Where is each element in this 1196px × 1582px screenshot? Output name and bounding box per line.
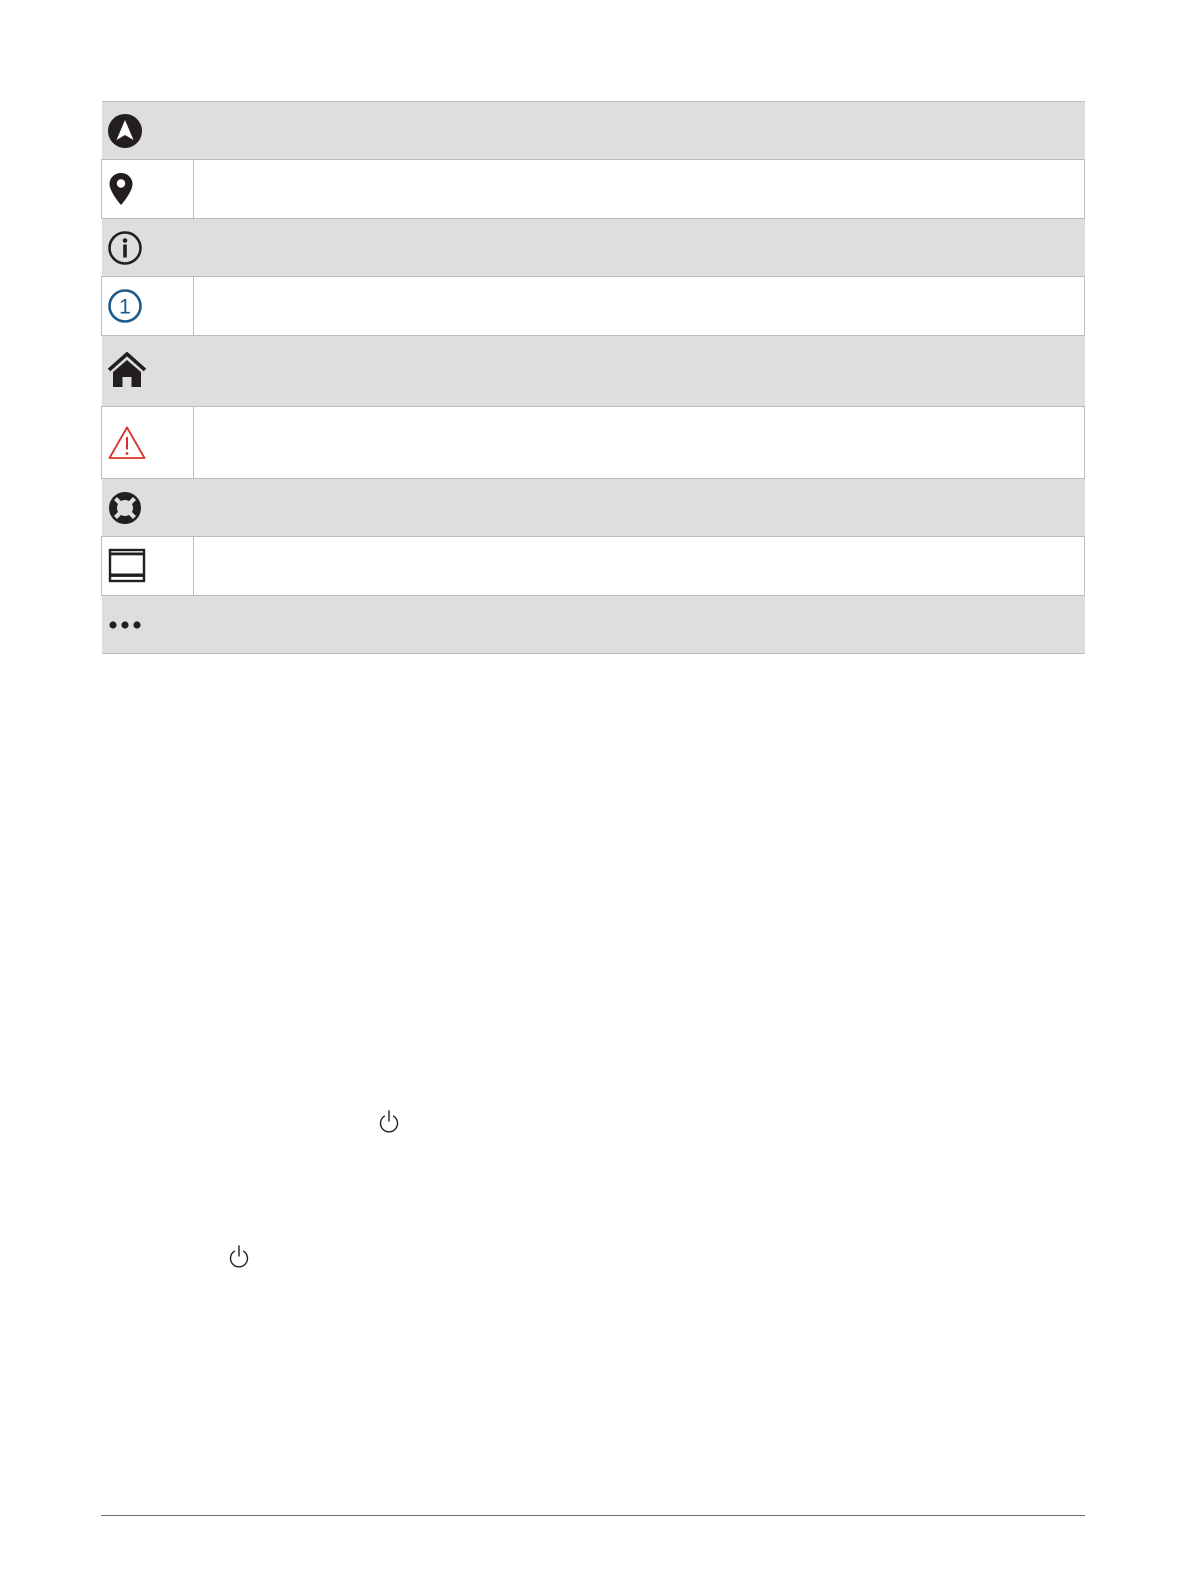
warning-icon	[107, 425, 147, 461]
description-cell	[194, 102, 1085, 160]
info-icon	[107, 230, 143, 266]
description-cell	[194, 219, 1085, 277]
screen-frame-icon	[107, 548, 147, 584]
description-cell	[194, 160, 1085, 219]
description-cell	[194, 537, 1085, 596]
icon-cell	[102, 219, 194, 277]
icon-table	[101, 101, 1085, 654]
icon-cell	[102, 537, 194, 596]
description-cell	[194, 277, 1085, 336]
table-row	[102, 219, 1085, 277]
icon-cell	[102, 596, 194, 654]
numbered-waypoint-icon	[107, 288, 143, 324]
icon-cell	[102, 336, 194, 407]
more-options-icon	[107, 607, 147, 643]
table-row	[102, 160, 1085, 219]
icon-cell	[102, 479, 194, 537]
icon-cell	[102, 160, 194, 219]
power-icon	[227, 1244, 251, 1270]
description-cell	[194, 407, 1085, 479]
table-row	[102, 479, 1085, 537]
table-row	[102, 537, 1085, 596]
description-cell	[194, 596, 1085, 654]
icon-cell	[102, 407, 194, 479]
table-row	[102, 596, 1085, 654]
icon-cell	[102, 277, 194, 336]
description-cell	[194, 479, 1085, 537]
icon-cell	[102, 102, 194, 160]
lifebuoy-icon	[107, 490, 143, 526]
description-cell	[194, 336, 1085, 407]
location-pin-icon	[107, 171, 143, 207]
footer-rule	[101, 1515, 1085, 1516]
table-row	[102, 277, 1085, 336]
table-row	[102, 336, 1085, 407]
numbered-waypoint-label: 1	[119, 295, 131, 319]
table-row	[102, 102, 1085, 160]
table-row	[102, 407, 1085, 479]
power-icon	[377, 1109, 401, 1135]
home-icon	[107, 352, 147, 390]
navigation-arrow-icon	[107, 113, 143, 149]
